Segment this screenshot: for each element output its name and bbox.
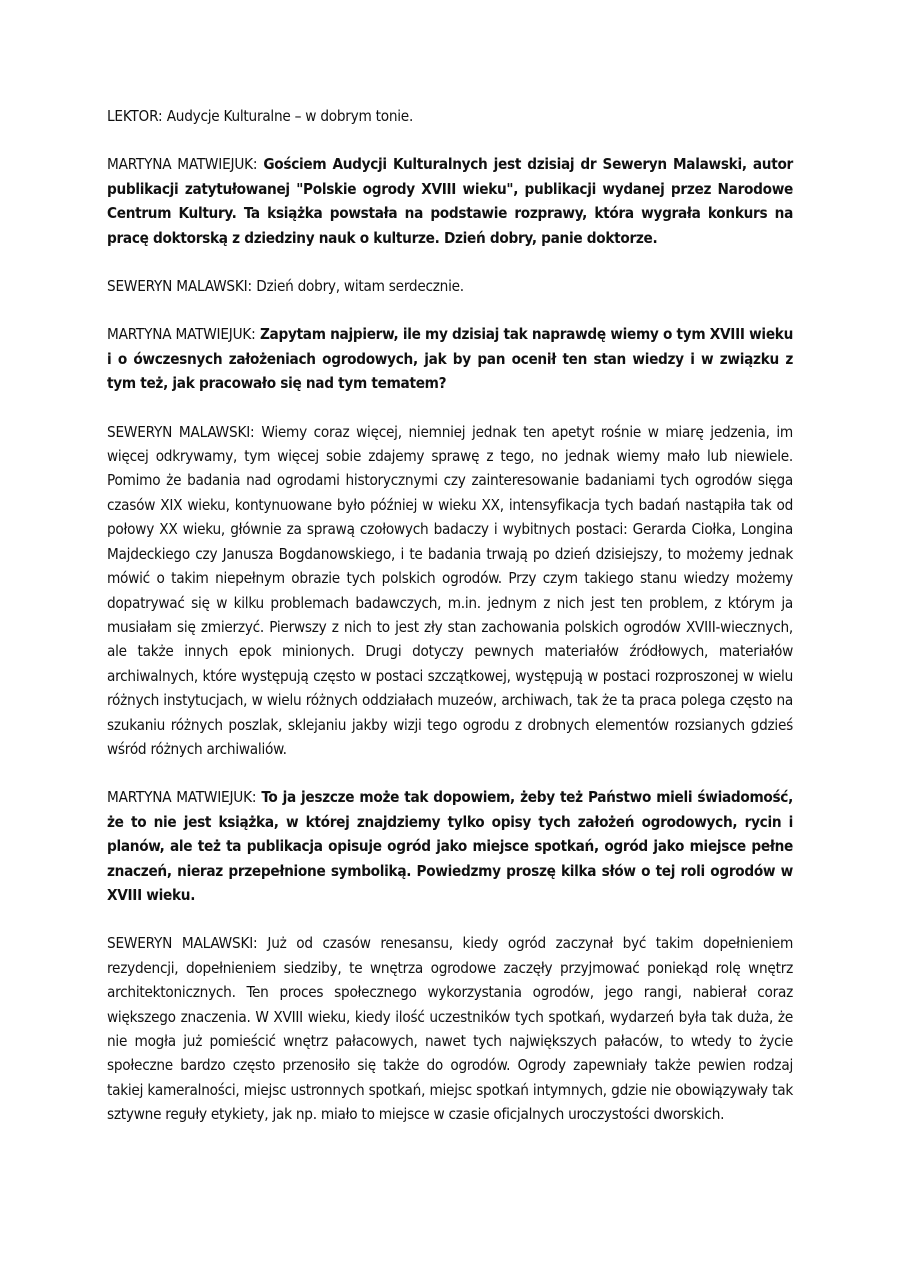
speaker-label: MARTYNA MATWIEJUK: [107, 325, 256, 344]
utterance-text: To ja jeszcze może tak dopowiem, żeby też Państwo mieli świadomość, że to nie jest książka, w której znajdziemy tylko opisy tych założeń ogrodowych, rycin i planów, ale też ta publikacja opisuje ogród jako miejsce spotkań, ogród jako miejsce pełne znaczeń, nieraz przepełnione symboliką. Powiedzmy proszę kilka słów o tej roli ogrodów w XVIII wieku. [107, 788, 794, 904]
utterance-text: Dzień dobry, witam serdecznie. [256, 277, 464, 296]
utterance-text: Zapytam najpierw, ile my dzisiaj tak naprawdę wiemy o tym XVIII wieku i o ówczesnych założeniach ogrodowych, jak by pan ocenił ten stan wiedzy i w związku z tym też, jak pracowało się nad tym tematem? [107, 325, 793, 393]
paragraph-host-question-1 [107, 322, 793, 395]
paragraph-guest-greeting [107, 274, 793, 298]
speaker-label: MARTYNA MATWIEJUK: [107, 788, 257, 807]
speaker-label: SEWERYN MALAWSKI: [107, 934, 258, 953]
speaker-label: SEWERYN MALAWSKI: [107, 277, 252, 296]
paragraph-guest-answer-1 [107, 420, 793, 762]
speaker-label: SEWERYN MALAWSKI: [107, 422, 255, 441]
paragraph-host-introduction [107, 152, 793, 250]
utterance-text: Wiemy coraz więcej, niemniej jednak ten apetyt rośnie w miarę jedzenia, im więcej odkrywamy, tym więcej sobie zdajemy sprawę z tego, no jednak wiemy mało lub niewiele. Pomimo że badania nad ogrodami historycznymi czy zainteresowanie badaniami tych ogrodów sięga czasów XIX wieku, kontynuowane było później w wieku XX, intensyfikacja tych badań nastąpiła tak od połowy XX wieku, głównie za sprawą czołowych badaczy i wybitnych postaci: Gerarda Ciołka, Longina Majdeckiego czy Janusza Bogdanowskiego, i te badania trwają po dzień dzisiejszy, to możemy jednak mówić o takim niepełnym obrazie tych polskich ogrodów. Przy czym takiego stanu wiedzy możemy dopatrywać się w kilku problemach badawczych, m.in. jednym z nich jest ten problem, z którym ja musiałam się zmierzyć. Pierwszy z nich to jest zły stan zachowania polskich ogrodów XVIII-wiecznych, ale także innych epok minionych. Drugi dotyczy pewnych materiałów źródłowych, materiałów archiwalnych, które występują często w postaci szczątkowej, występują w postaci rozproszonej w wielu różnych instytucjach, w wielu różnych oddziałach muzeów, archiwach, tak że ta praca polega często na szukaniu różnych poszlak, sklejaniu jakby wizji tego ogrodu z drobnych elementów rozsianych gdzieś wśród różnych archiwaliów. [107, 422, 793, 758]
transcript-page [107, 104, 793, 1151]
utterance-text: Audycje Kulturalne – w dobrym tonie. [166, 107, 414, 125]
utterance-text: Już od czasów renesansu, kiedy ogród zaczynał być takim dopełnieniem rezydencji, dopełnieniem siedziby, te wnętrza ogrodowe zaczęły przyjmować poniekąd rolę wnętrz architektonicznych. Ten proces społecznego wykorzystania ogrodów, jego rangi, nabierał coraz większego znaczenia. W XVIII wieku, kiedy ilość uczestników tych spotkań, wydarzeń była tak duża, że nie mogła już pomieścić wnętrz pałacowych, nawet tych największych pałaców, to wtedy to życie społeczne bardzo często przenosiło się także do ogrodów. Ogrody zapewniały także pewien rodzaj takiej kameralności, miejsc ustronnych spotkań, miejsc spotkań intymnych, gdzie nie obowiązywały tak sztywne reguły etykiety, jak np. miało to miejsce w czasie oficjalnych uroczystości dworskich. [107, 934, 794, 1124]
speaker-label: LEKTOR: [107, 107, 163, 125]
paragraph-guest-answer-2 [107, 931, 793, 1126]
speaker-label: MARTYNA MATWIEJUK: [107, 155, 258, 174]
utterance-text: Gościem Audycji Kulturalnych jest dzisiaj dr Seweryn Malawski, autor publikacji zatytułowanej "Polskie ogrody XVIII wieku", publikacji wydanej przez Narodowe Centrum Kultury. Ta książka powstała na podstawie rozprawy, która wygrała konkurs na pracę doktorską z dziedziny nauk o kulturze. Dzień dobry, panie doktorze. [107, 155, 793, 247]
paragraph-lektor-intro [107, 104, 793, 128]
paragraph-host-question-2 [107, 785, 793, 907]
